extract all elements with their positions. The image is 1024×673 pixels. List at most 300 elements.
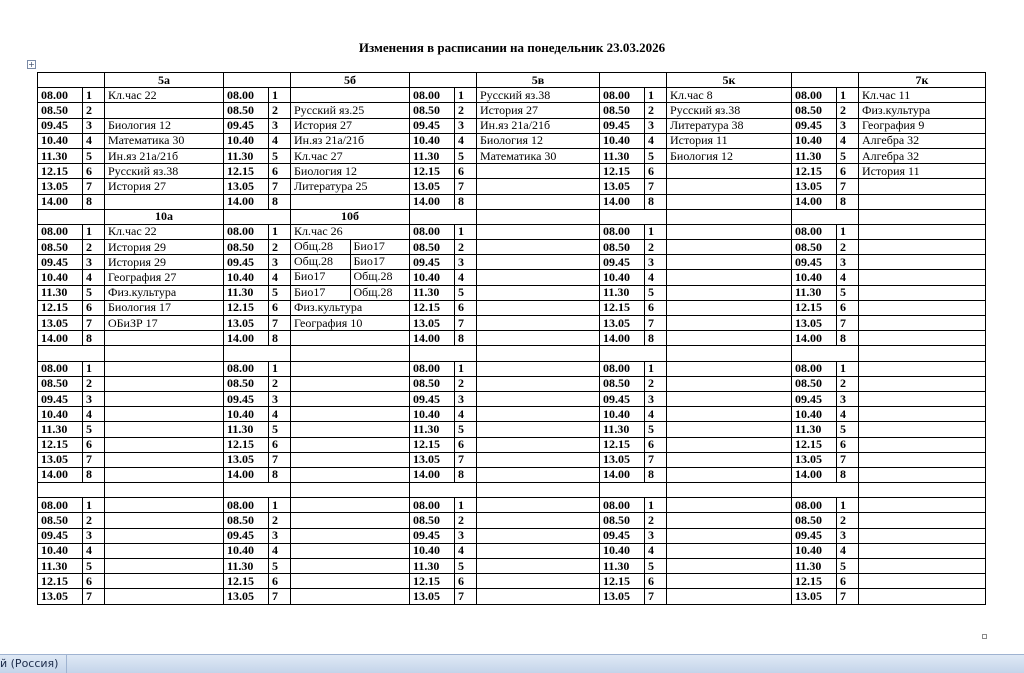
- lesson-subject-cell[interactable]: [105, 513, 224, 528]
- lesson-number-cell: 3: [645, 255, 667, 270]
- lesson-time-cell: 08.50: [410, 240, 455, 255]
- lesson-subject-cell[interactable]: [291, 498, 410, 513]
- lesson-subject-cell[interactable]: [105, 467, 224, 482]
- lesson-subject-cell[interactable]: [859, 498, 986, 513]
- lesson-subject-cell[interactable]: [105, 543, 224, 558]
- lesson-subject-cell[interactable]: [105, 498, 224, 513]
- lesson-subject-cell[interactable]: [105, 574, 224, 589]
- lesson-subject-cell[interactable]: [291, 118, 410, 133]
- lesson-subject-cell[interactable]: [667, 498, 792, 513]
- lesson-time-cell: 08.00: [410, 224, 455, 239]
- lesson-subject-cell[interactable]: [105, 407, 224, 422]
- subject-text: История 11: [862, 163, 920, 178]
- lesson-subject-cell[interactable]: [477, 407, 600, 422]
- lesson-subject-cell[interactable]: [859, 148, 986, 163]
- lesson-subject-cell[interactable]: [859, 164, 986, 179]
- class-name-cell: [667, 209, 792, 224]
- lesson-subject-cell[interactable]: [859, 528, 986, 543]
- lesson-subject-cell[interactable]: [105, 300, 224, 315]
- lesson-time-cell: 10.40: [38, 270, 83, 285]
- lesson-subject-cell[interactable]: [291, 543, 410, 558]
- lesson-subject-cell[interactable]: [105, 118, 224, 133]
- lesson-subject-cell[interactable]: [859, 285, 986, 300]
- lesson-subject-cell[interactable]: [859, 513, 986, 528]
- class-name-cell: [105, 483, 224, 498]
- lesson-time-cell: 08.50: [600, 513, 645, 528]
- lesson-time-cell: 09.45: [410, 255, 455, 270]
- lesson-time-cell: 13.05: [38, 179, 83, 194]
- lesson-subject-cell[interactable]: [477, 224, 600, 239]
- lesson-number-cell: 2: [455, 240, 477, 255]
- lesson-subject-cell[interactable]: [477, 391, 600, 406]
- lesson-time-cell: 08.50: [600, 376, 645, 391]
- lesson-subject-cell[interactable]: [859, 437, 986, 452]
- subject-text: ОБиЗР 17: [108, 315, 158, 330]
- lesson-subject-cell[interactable]: [667, 543, 792, 558]
- lesson-subject-cell[interactable]: [105, 376, 224, 391]
- lesson-subject-cell[interactable]: [667, 224, 792, 239]
- subject-text: Литература 25: [294, 178, 368, 193]
- lesson-number-cell: 7: [269, 316, 291, 331]
- lesson-time-cell: 13.05: [38, 316, 83, 331]
- lesson-subject-cell[interactable]: [859, 331, 986, 346]
- lesson-number-cell: 8: [837, 194, 859, 209]
- subject-text: Биология 12: [108, 118, 172, 133]
- lesson-subject-cell[interactable]: [291, 361, 410, 376]
- lesson-number-cell: 1: [837, 498, 859, 513]
- lesson-number-cell: 2: [83, 103, 105, 118]
- lesson-subject-cell[interactable]: [667, 118, 792, 133]
- lesson-subject-cell[interactable]: [105, 148, 224, 163]
- table-resize-handle[interactable]: [982, 634, 987, 639]
- lesson-time-cell: 12.15: [410, 437, 455, 452]
- lesson-subject-cell[interactable]: [291, 164, 410, 179]
- class-name-cell: [667, 346, 792, 361]
- lesson-row: [38, 528, 986, 543]
- lesson-row: [38, 118, 986, 133]
- lesson-subject-cell[interactable]: [477, 467, 600, 482]
- lesson-subject-cell[interactable]: [291, 407, 410, 422]
- lesson-time-cell: 08.00: [38, 361, 83, 376]
- lesson-time-cell: 08.00: [600, 224, 645, 239]
- lesson-subject-cell[interactable]: [477, 270, 600, 285]
- lesson-subject-cell[interactable]: [859, 361, 986, 376]
- lesson-subject-cell[interactable]: [291, 559, 410, 574]
- lesson-subject-cell[interactable]: [667, 467, 792, 482]
- lesson-time-cell: 11.30: [38, 285, 83, 300]
- subgroup-subject: Общ.28: [350, 286, 410, 300]
- lesson-subject-cell[interactable]: [105, 422, 224, 437]
- lesson-subject-cell[interactable]: [859, 376, 986, 391]
- lesson-subject-cell[interactable]: [105, 331, 224, 346]
- lesson-time-cell: 09.45: [792, 391, 837, 406]
- lesson-time-cell: 10.40: [600, 543, 645, 558]
- lesson-subject-cell[interactable]: [291, 285, 410, 300]
- lesson-subject-cell[interactable]: [105, 452, 224, 467]
- lesson-subject-cell[interactable]: [291, 467, 410, 482]
- lesson-number-cell: 3: [455, 391, 477, 406]
- lesson-number-cell: 3: [837, 255, 859, 270]
- lesson-subject-cell[interactable]: [291, 148, 410, 163]
- lesson-subject-cell[interactable]: [291, 437, 410, 452]
- lesson-row: [38, 331, 986, 346]
- lesson-time-cell: 11.30: [224, 422, 269, 437]
- subgroup-subject: Био17: [350, 240, 410, 254]
- lesson-subject-cell[interactable]: [667, 559, 792, 574]
- lesson-subject-cell[interactable]: [105, 270, 224, 285]
- lesson-time-cell: 10.40: [410, 407, 455, 422]
- lesson-number-cell: 7: [837, 452, 859, 467]
- lesson-subject-cell[interactable]: [667, 391, 792, 406]
- lesson-subject-cell[interactable]: [667, 589, 792, 604]
- lesson-subject-cell[interactable]: [477, 589, 600, 604]
- class-name-cell: 5а: [105, 73, 224, 88]
- class-name-cell: [477, 483, 600, 498]
- lesson-number-cell: 6: [645, 437, 667, 452]
- lesson-subject-cell[interactable]: [477, 498, 600, 513]
- lesson-number-cell: 3: [645, 528, 667, 543]
- lesson-number-cell: 3: [83, 118, 105, 133]
- lesson-subject-cell[interactable]: [859, 407, 986, 422]
- lesson-subject-cell[interactable]: [667, 164, 792, 179]
- lesson-time-cell: 12.15: [792, 574, 837, 589]
- lesson-subject-cell[interactable]: [859, 391, 986, 406]
- lesson-number-cell: 2: [83, 376, 105, 391]
- lesson-subject-cell[interactable]: [859, 270, 986, 285]
- lesson-time-cell: 12.15: [224, 164, 269, 179]
- lesson-subject-cell[interactable]: [105, 240, 224, 255]
- lesson-subject-cell[interactable]: [291, 133, 410, 148]
- lesson-time-cell: 14.00: [792, 467, 837, 482]
- lesson-number-cell: 5: [83, 559, 105, 574]
- lesson-time-cell: 10.40: [600, 133, 645, 148]
- lesson-time-cell: 12.15: [600, 300, 645, 315]
- lesson-subject-cell[interactable]: [667, 574, 792, 589]
- lesson-subject-cell[interactable]: [477, 194, 600, 209]
- lesson-number-cell: 3: [837, 391, 859, 406]
- lesson-subject-cell[interactable]: [105, 224, 224, 239]
- class-header-row: [38, 209, 986, 224]
- header-spacer-cell: [224, 73, 291, 88]
- lesson-subject-cell[interactable]: [291, 574, 410, 589]
- lesson-time-cell: 10.40: [38, 407, 83, 422]
- lesson-subject-cell[interactable]: [477, 103, 600, 118]
- lesson-number-cell: 6: [269, 437, 291, 452]
- lesson-subject-cell[interactable]: [859, 574, 986, 589]
- lesson-subject-cell[interactable]: [291, 88, 410, 103]
- lesson-subject-cell[interactable]: [667, 88, 792, 103]
- lesson-subject-cell[interactable]: [667, 361, 792, 376]
- lesson-number-cell: 2: [645, 240, 667, 255]
- lesson-row: [38, 270, 986, 285]
- lesson-number-cell: 6: [837, 437, 859, 452]
- lesson-number-cell: 2: [645, 376, 667, 391]
- lesson-subject-cell[interactable]: [291, 300, 410, 315]
- lesson-subject-cell[interactable]: [667, 285, 792, 300]
- lesson-subject-cell[interactable]: [291, 224, 410, 239]
- subject-text: Биология 17: [108, 300, 172, 315]
- header-spacer-cell: [600, 73, 667, 88]
- lesson-time-cell: 08.00: [410, 88, 455, 103]
- lesson-row: [38, 589, 986, 604]
- lesson-time-cell: 08.50: [38, 240, 83, 255]
- lesson-time-cell: 08.00: [792, 361, 837, 376]
- lesson-subject-cell[interactable]: [667, 452, 792, 467]
- lesson-subject-cell[interactable]: [477, 513, 600, 528]
- split-subject-cell: [291, 270, 409, 284]
- lesson-subject-cell[interactable]: [105, 179, 224, 194]
- lesson-subject-cell[interactable]: [859, 316, 986, 331]
- lesson-subject-cell[interactable]: [477, 88, 600, 103]
- lesson-subject-cell[interactable]: [667, 148, 792, 163]
- subject-text: Ин.яз 21а/21б: [294, 133, 365, 148]
- lesson-time-cell: 13.05: [792, 589, 837, 604]
- lesson-number-cell: 5: [837, 422, 859, 437]
- lesson-time-cell: 11.30: [410, 148, 455, 163]
- lesson-subject-cell[interactable]: [477, 255, 600, 270]
- lesson-time-cell: 10.40: [600, 270, 645, 285]
- lesson-subject-cell[interactable]: [291, 452, 410, 467]
- lesson-time-cell: 08.00: [224, 498, 269, 513]
- lesson-subject-cell[interactable]: [667, 103, 792, 118]
- subject-text: Кл.час 26: [294, 224, 343, 239]
- lesson-subject-cell[interactable]: [291, 103, 410, 118]
- subject-text: Русский яз.38: [670, 102, 741, 117]
- lesson-subject-cell[interactable]: [667, 376, 792, 391]
- lesson-subject-cell[interactable]: [477, 528, 600, 543]
- lesson-number-cell: 6: [837, 300, 859, 315]
- lesson-subject-cell[interactable]: [291, 376, 410, 391]
- lesson-time-cell: 10.40: [600, 407, 645, 422]
- lesson-time-cell: 10.40: [38, 543, 83, 558]
- lesson-number-cell: 4: [837, 270, 859, 285]
- lesson-number-cell: 1: [645, 88, 667, 103]
- lesson-subject-cell[interactable]: [105, 528, 224, 543]
- subject-text: История 27: [480, 102, 539, 117]
- lesson-time-cell: 14.00: [38, 194, 83, 209]
- lesson-subject-cell[interactable]: [291, 513, 410, 528]
- subject-text: Кл.час 11: [862, 87, 911, 102]
- lesson-subject-cell[interactable]: [105, 391, 224, 406]
- header-spacer-cell: [38, 483, 105, 498]
- lesson-number-cell: 7: [83, 589, 105, 604]
- lesson-number-cell: 7: [83, 452, 105, 467]
- lesson-subject-cell[interactable]: [477, 574, 600, 589]
- lesson-subject-cell[interactable]: [859, 559, 986, 574]
- header-spacer-cell: [38, 209, 105, 224]
- lesson-number-cell: 3: [837, 118, 859, 133]
- lesson-subject-cell[interactable]: [477, 285, 600, 300]
- lesson-subject-cell[interactable]: [105, 88, 224, 103]
- lesson-number-cell: 6: [455, 437, 477, 452]
- lesson-time-cell: 10.40: [410, 133, 455, 148]
- lesson-time-cell: 12.15: [224, 437, 269, 452]
- lesson-subject-cell[interactable]: [477, 179, 600, 194]
- lesson-subject-cell[interactable]: [105, 361, 224, 376]
- lesson-time-cell: 08.50: [224, 376, 269, 391]
- lesson-subject-cell[interactable]: [291, 194, 410, 209]
- lesson-subject-cell[interactable]: [859, 118, 986, 133]
- lesson-time-cell: 11.30: [38, 148, 83, 163]
- lesson-subject-cell[interactable]: [477, 543, 600, 558]
- lesson-time-cell: 12.15: [792, 437, 837, 452]
- lesson-subject-cell[interactable]: [105, 559, 224, 574]
- lesson-subject-cell[interactable]: [291, 589, 410, 604]
- lesson-subject-cell[interactable]: [105, 316, 224, 331]
- lesson-subject-cell[interactable]: [105, 255, 224, 270]
- lesson-subject-cell[interactable]: [859, 194, 986, 209]
- lesson-time-cell: 09.45: [600, 391, 645, 406]
- lesson-number-cell: 6: [455, 164, 477, 179]
- lesson-row: [38, 407, 986, 422]
- lesson-time-cell: 11.30: [224, 285, 269, 300]
- lesson-subject-cell[interactable]: [667, 316, 792, 331]
- lesson-subject-cell[interactable]: [667, 331, 792, 346]
- lesson-subject-cell[interactable]: [667, 179, 792, 194]
- lesson-subject-cell[interactable]: [667, 270, 792, 285]
- lesson-number-cell: 5: [269, 285, 291, 300]
- lesson-time-cell: 11.30: [224, 559, 269, 574]
- lesson-subject-cell[interactable]: [477, 376, 600, 391]
- lesson-subject-cell[interactable]: [291, 179, 410, 194]
- lesson-subject-cell[interactable]: [291, 240, 410, 255]
- subject-text: История 29: [108, 254, 167, 269]
- lesson-subject-cell[interactable]: [105, 133, 224, 148]
- class-name-cell: 5в: [477, 73, 600, 88]
- lesson-subject-cell[interactable]: [291, 316, 410, 331]
- lesson-subject-cell[interactable]: [477, 452, 600, 467]
- lesson-subject-cell[interactable]: [859, 103, 986, 118]
- lesson-time-cell: 08.00: [38, 498, 83, 513]
- lesson-subject-cell[interactable]: [667, 240, 792, 255]
- lesson-subject-cell[interactable]: [859, 224, 986, 239]
- lesson-time-cell: 10.40: [224, 133, 269, 148]
- lesson-number-cell: 1: [83, 88, 105, 103]
- lesson-subject-cell[interactable]: [477, 300, 600, 315]
- table-move-handle-icon[interactable]: +: [28, 60, 35, 69]
- lesson-subject-cell[interactable]: [477, 559, 600, 574]
- lesson-time-cell: 08.00: [224, 224, 269, 239]
- lesson-subject-cell[interactable]: [859, 422, 986, 437]
- lesson-number-cell: 4: [837, 407, 859, 422]
- lesson-time-cell: 14.00: [600, 467, 645, 482]
- lesson-subject-cell[interactable]: [105, 194, 224, 209]
- lesson-subject-cell[interactable]: [667, 255, 792, 270]
- lesson-number-cell: 5: [269, 422, 291, 437]
- lesson-time-cell: 11.30: [38, 559, 83, 574]
- lesson-subject-cell[interactable]: [291, 528, 410, 543]
- lesson-subject-cell[interactable]: [859, 133, 986, 148]
- lesson-subject-cell[interactable]: [477, 133, 600, 148]
- lesson-subject-cell[interactable]: [667, 528, 792, 543]
- lesson-number-cell: 3: [645, 391, 667, 406]
- lesson-time-cell: 13.05: [38, 589, 83, 604]
- lesson-subject-cell[interactable]: [291, 255, 410, 270]
- lesson-subject-cell[interactable]: [477, 164, 600, 179]
- lesson-number-cell: 7: [455, 179, 477, 194]
- lesson-subject-cell[interactable]: [667, 437, 792, 452]
- lesson-time-cell: 08.00: [792, 224, 837, 239]
- lesson-row: [38, 467, 986, 482]
- lesson-subject-cell[interactable]: [105, 285, 224, 300]
- lesson-number-cell: 3: [83, 391, 105, 406]
- lesson-number-cell: 5: [83, 422, 105, 437]
- lesson-subject-cell[interactable]: [477, 148, 600, 163]
- lesson-subject-cell[interactable]: [291, 270, 410, 285]
- lesson-subject-cell[interactable]: [477, 361, 600, 376]
- lesson-row: [38, 224, 986, 239]
- header-spacer-cell: [224, 209, 291, 224]
- class-name-cell: [859, 346, 986, 361]
- lesson-subject-cell[interactable]: [291, 422, 410, 437]
- lesson-subject-cell[interactable]: [859, 543, 986, 558]
- lesson-subject-cell[interactable]: [859, 179, 986, 194]
- lesson-subject-cell[interactable]: [105, 589, 224, 604]
- lesson-number-cell: 3: [83, 255, 105, 270]
- lesson-time-cell: 09.45: [600, 528, 645, 543]
- lesson-time-cell: 12.15: [224, 300, 269, 315]
- subject-text: Ин.яз 21а/21б: [480, 118, 551, 133]
- lesson-number-cell: 6: [269, 164, 291, 179]
- lesson-subject-cell[interactable]: [291, 391, 410, 406]
- lesson-subject-cell[interactable]: [105, 103, 224, 118]
- lesson-subject-cell[interactable]: [291, 331, 410, 346]
- lesson-number-cell: 1: [837, 88, 859, 103]
- lesson-subject-cell[interactable]: [477, 437, 600, 452]
- lesson-subject-cell[interactable]: [105, 164, 224, 179]
- lesson-subject-cell[interactable]: [477, 331, 600, 346]
- header-spacer-cell: [38, 73, 105, 88]
- lesson-subject-cell[interactable]: [859, 88, 986, 103]
- lesson-subject-cell[interactable]: [859, 589, 986, 604]
- lesson-subject-cell[interactable]: [859, 255, 986, 270]
- lesson-time-cell: 08.00: [38, 224, 83, 239]
- lesson-number-cell: 8: [645, 194, 667, 209]
- lesson-subject-cell[interactable]: [859, 240, 986, 255]
- lesson-subject-cell[interactable]: [477, 316, 600, 331]
- lesson-subject-cell[interactable]: [477, 422, 600, 437]
- lesson-number-cell: 3: [269, 255, 291, 270]
- lesson-subject-cell[interactable]: [859, 300, 986, 315]
- lesson-subject-cell[interactable]: [105, 437, 224, 452]
- lesson-row: [38, 240, 986, 255]
- lesson-number-cell: 5: [837, 285, 859, 300]
- lesson-number-cell: 4: [269, 407, 291, 422]
- lesson-subject-cell[interactable]: [477, 118, 600, 133]
- lesson-time-cell: 08.50: [224, 513, 269, 528]
- lesson-time-cell: 12.15: [38, 164, 83, 179]
- lesson-subject-cell[interactable]: [477, 240, 600, 255]
- status-language[interactable]: й (Россия): [0, 655, 67, 673]
- lesson-number-cell: 1: [837, 361, 859, 376]
- lesson-row: [38, 255, 986, 270]
- lesson-subject-cell[interactable]: [667, 422, 792, 437]
- lesson-time-cell: 14.00: [38, 331, 83, 346]
- document-title: Изменения в расписании на понедельник 23.03.2026: [358, 40, 666, 55]
- lesson-subject-cell[interactable]: [667, 133, 792, 148]
- lesson-subject-cell[interactable]: [667, 407, 792, 422]
- lesson-number-cell: 4: [455, 407, 477, 422]
- lesson-subject-cell[interactable]: [667, 194, 792, 209]
- lesson-number-cell: 3: [269, 118, 291, 133]
- lesson-subject-cell[interactable]: [667, 300, 792, 315]
- lesson-number-cell: 7: [837, 316, 859, 331]
- lesson-subject-cell[interactable]: [859, 467, 986, 482]
- lesson-time-cell: 14.00: [224, 331, 269, 346]
- lesson-subject-cell[interactable]: [667, 513, 792, 528]
- subject-text: Математика 30: [480, 148, 557, 163]
- lesson-subject-cell[interactable]: [859, 452, 986, 467]
